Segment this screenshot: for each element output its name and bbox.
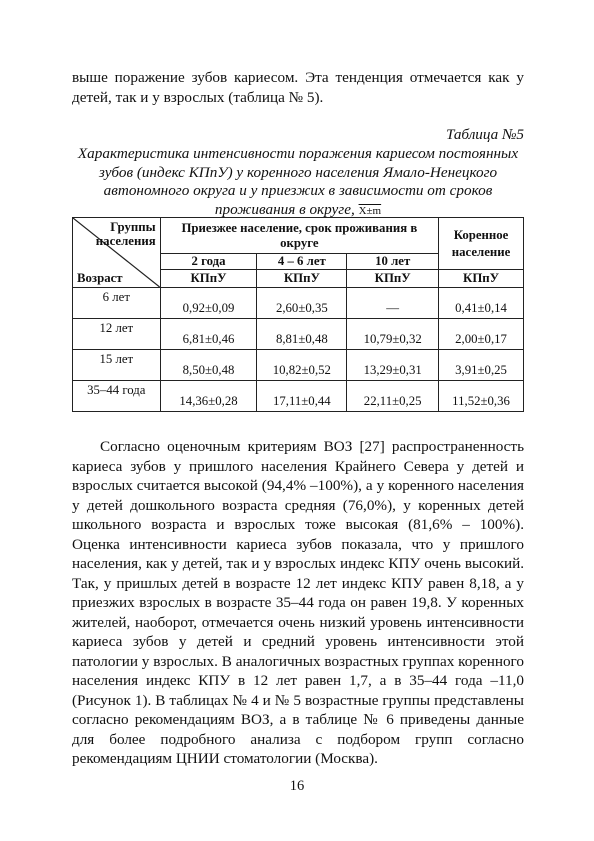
newcomers-header: Приезжее население, срок проживания в округе xyxy=(160,218,438,254)
value-cell: 8,50±0,48 xyxy=(160,350,257,381)
period-header: 2 года xyxy=(160,254,257,270)
table-row xyxy=(73,319,524,350)
table-caption xyxy=(72,145,524,220)
indigenous-header: Коренное население xyxy=(439,218,524,270)
value-cell: 0,92±0,09 xyxy=(160,288,257,319)
value-cell: 14,36±0,28 xyxy=(160,381,257,412)
caries-table xyxy=(72,217,524,412)
paragraph-main-text: Согласно оценочным критериям ВОЗ [27] распространенность кариеса зубов у пришлого населения Крайнего Севера у детей и взрослых считается высокой (94,4% –100%), а у коренного населения у детей дошкольного возраста средняя (76,0%), у коренных детей школьного возраста и взрослых тоже высокая (81,6% – 100%). Оценка интенсивности кариеса зубов показала, что у пришлого населения, как у детей, так и у взрослых индекс КПУ очень высокий. Так, у пришлых детей в возрасте 12 лет индекс КПУ равен 8,18, а у приезжих взрослых в возрасте 35–44 года он равен 19,8. У коренных жителей, наоборот, отмечается очень низкий уровень интенсивности кариеса зубов у детей и средний уровень интенсивности этой патологии у взрослых. В аналогичных возрастных группах коренного населения индекс КПУ в 12 лет равен 1,7, а в 35–44 года –11,0 (Рисунок 1). В таблицах № 4 и № 5 возрастные группы представлены согласно рекомендациям ВОЗ, а в таблице № 6 приведены данные для более подробного анализа с подбором групп согласно рекомендациям ЦНИИ стоматологии (Москва). xyxy=(72,438,524,767)
table-row xyxy=(73,381,524,412)
value-cell: 10,82±0,52 xyxy=(257,350,347,381)
value-cell: — xyxy=(347,288,439,319)
value-cell: 0,41±0,14 xyxy=(439,288,524,319)
corner-age-label: Возраст xyxy=(77,271,123,285)
value-cell: 22,11±0,25 xyxy=(347,381,439,412)
table-row xyxy=(73,288,524,319)
value-cell: 17,11±0,44 xyxy=(257,381,347,412)
index-header: КПпУ xyxy=(160,270,257,288)
table-number: Таблица №5 xyxy=(445,126,524,143)
value-cell: 6,81±0,46 xyxy=(160,319,257,350)
value-cell: 13,29±0,31 xyxy=(347,350,439,381)
index-header: КПпУ xyxy=(257,270,347,288)
value-cell: 8,81±0,48 xyxy=(257,319,347,350)
value-cell: 11,52±0,36 xyxy=(439,381,524,412)
paragraph-main xyxy=(72,437,524,769)
value-cell: 3,91±0,25 xyxy=(439,350,524,381)
paragraph-top: выше поражение зубов кариесом. Эта тенденция отмечается как у детей, так и у взрослых (таблица № 5). xyxy=(72,69,524,106)
caption-symbol: X±m xyxy=(358,204,382,217)
value-cell: 2,60±0,35 xyxy=(257,288,347,319)
index-header: КПпУ xyxy=(347,270,439,288)
period-header: 10 лет xyxy=(347,254,439,270)
age-cell: 6 лет xyxy=(73,288,161,319)
table-corner-cell xyxy=(73,218,161,288)
table-row xyxy=(73,350,524,381)
age-cell: 15 лет xyxy=(73,350,161,381)
period-header: 4 – 6 лет xyxy=(257,254,347,270)
caption-text: Характеристика интенсивности поражения кариесом постоянных зубов (индекс КПпУ) у коренного населения Ямало-Ненецкого автономного округа и у приезжих в зависимости от сроков проживания в округе, xyxy=(77,145,519,218)
value-cell: 10,79±0,32 xyxy=(347,319,439,350)
page-number: 16 xyxy=(289,778,305,794)
corner-groups-label: Группы населения xyxy=(95,220,156,248)
age-cell: 35–44 года xyxy=(73,381,161,412)
value-cell: 2,00±0,17 xyxy=(439,319,524,350)
age-cell: 12 лет xyxy=(73,319,161,350)
index-header: КПпУ xyxy=(439,270,524,288)
